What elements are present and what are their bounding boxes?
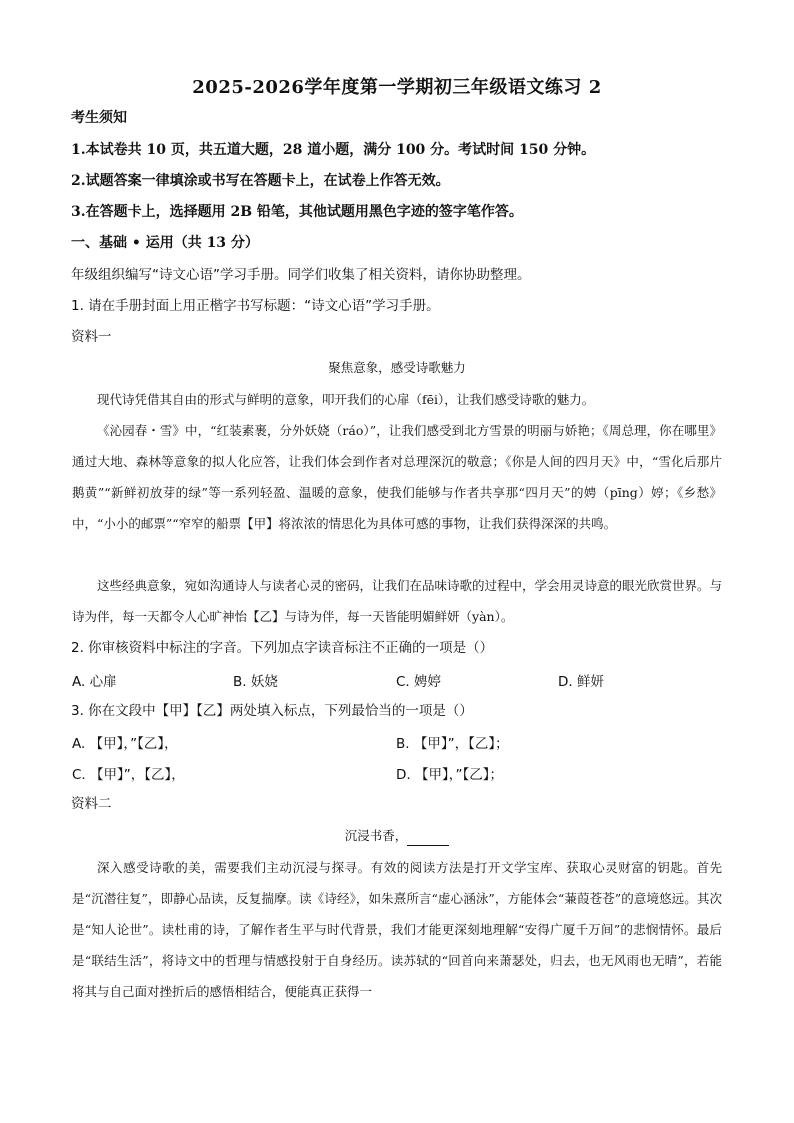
- title-blank: [407, 831, 449, 846]
- q3-option-a: A. 【甲】，”【乙】，: [72, 736, 178, 752]
- q3-option-b: B. 【甲】”，【乙】；: [396, 736, 509, 752]
- q3-option-d: D. 【甲】，”【乙】；: [396, 767, 503, 783]
- section-intro: 年级组织编写“诗文心语”学习手册。同学们收集了相关资料，请你协助整理。: [71, 267, 531, 283]
- exam-title: 2025-2026学年度第一学期初三年级语文练习 2: [192, 77, 602, 98]
- q3-option-c: C. 【甲】”，【乙】，: [72, 767, 185, 783]
- material-1-paragraph-2: 《沁园春・雪》中，“红装素裹，分外妖娆（ráo）”，让我们感受到北方雪景的明丽与娇艳；《周总理，你在哪里》通过大地、森林等意象的拟人化应答，让我们体会到作者对总理深沉的敬意；《你是人间的四月天》中，“雪化后那片鹅黄”“新鲜初放芽的绿”等一系列轻盈、温暖的意象，使我们能够与作者共享那“四月天”的娉（pīng）婷；《乡愁》中，“小小的邮票”“窄窄的船票【甲】将浓浓的情思化为具体可感的事物，让我们获得深深的共鸣。: [72, 423, 722, 531]
- material-1-title: 聚焦意象，感受诗歌魅力: [328, 360, 466, 375]
- material-1-paragraph-1: 现代诗凭借其自由的形式与鲜明的意象，叩开我们的心扉（fēi），让我们感受诗歌的魅力。: [97, 392, 595, 407]
- material-1-label: 资料一: [71, 329, 112, 345]
- q2-option-d: D. 鲜妍: [558, 674, 604, 690]
- material-2-title-line: [0, 826, 794, 846]
- question-2: 2. 你审核资料中标注的字音。下列加点字读音标注不正确的一项是（）: [71, 640, 494, 656]
- q2-option-a: A. 心扉: [72, 674, 117, 690]
- material-2-label: 资料二: [71, 796, 112, 812]
- notice-item-3: 3.在答题卡上，选择题用 2B 铅笔，其他试题用黑色字迹的签字笔作答。: [71, 204, 523, 220]
- material-2-paragraph-1: 深入感受诗歌的美，需要我们主动沉浸与探寻。有效的阅读方法是打开文学宝库、获取心灵财富的钥匙。首先是“沉潜往复”，即静心品读，反复揣摩。读《诗经》，如朱熹所言“虚心涵泳”，方能体会“蒹葭苍苍”的意境悠远。其次是“知人论世”。读杜甫的诗，了解作者生平与时代背景，我们才能更深刻地理解“安得广厦千万间”的悲悯情怀。最后是“联结生活”，将诗文中的哲理与情感投射于自身经历。读苏轼的“回首向来萧瑟处，归去，也无风雨也无晴”，若能将其与自己面对挫折后的感悟相结合，便能真正获得一: [72, 860, 722, 999]
- material-1-paragraph-3: 这些经典意象，宛如沟通诗人与读者心灵的密码，让我们在品味诗歌的过程中，学会用灵诗意的眼光欣赏世界。与诗为伴，每一天都令人心旷神怡【乙】与诗为伴，每一天皆能明媚鲜妍（yàn）。: [72, 578, 723, 624]
- question-1: 1. 请在手册封面上用正楷字书写标题：“诗文心语”学习手册。: [71, 298, 440, 314]
- notice-item-1: 1.本试卷共 10 页，共五道大题，28 道小题，满分 100 分。考试时间 150 分钟。: [71, 142, 596, 158]
- q2-option-c: C. 娉婷: [396, 674, 442, 690]
- q2-option-b: B. 妖娆: [233, 674, 278, 690]
- notice-item-2: 2.试题答案一律填涂或书写在答题卡上，在试卷上作答无效。: [71, 173, 450, 189]
- question-3: 3. 你在文段中【甲】【乙】两处填入标点，下列最恰当的一项是（）: [71, 703, 473, 719]
- section-heading: 一、基础 • 运用（共 13 分）: [71, 235, 259, 251]
- material-2-title: 沉浸书香，: [344, 828, 408, 843]
- notice-heading: 考生须知: [71, 110, 127, 126]
